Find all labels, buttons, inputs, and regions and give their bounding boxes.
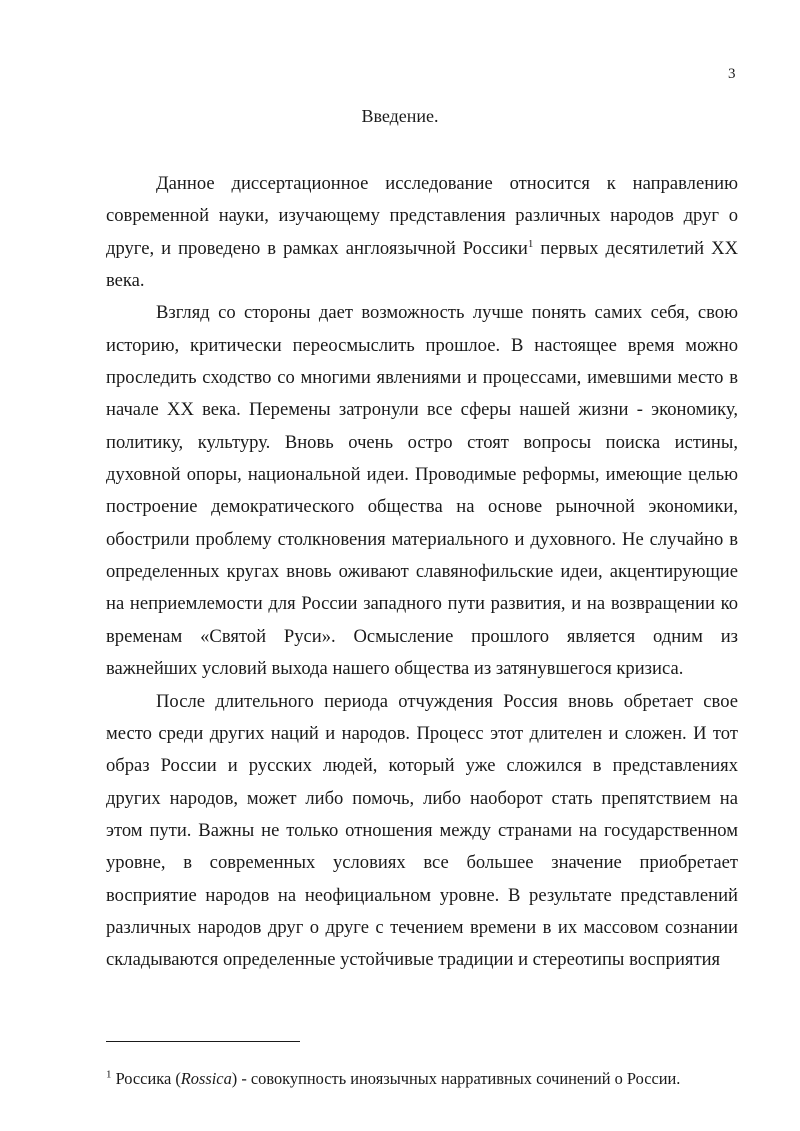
paragraph-2: Взгляд со стороны дает возможность лучше понять самих себя, свою историю, критически переосмыслить прошлое. В настоящее время можно проследить сходство со многими явлениями и процессами, имевшими место в начале XX века. Перемены затронули все сферы нашей жизни - экономику, политику, культуру. Вновь очень остро стоят вопросы поиска истины, духовной опоры, национальной идеи. Проводимые реформы, имеющие целью построение демократического общества на основе рыночной экономики, обострили проблему столкновения материального и духовного. Не случайно в определенных кругах вновь оживают славянофильские идеи, акцентирующие на неприемлемости для России западного пути развития, и на возвращении ко временам «Святой Руси». Осмысление прошлого является одним из важнейших условий выхода нашего общества из затянувшегося кризиса. <box>106 302 738 680</box>
body-text <box>106 168 738 977</box>
paragraph-1 <box>106 168 738 297</box>
paragraph-1-text: Данное диссертационное исследование относится к направлению современной науки, изучающему представления различных народов друг о друге, и проведено в рамках англоязычной Россики <box>106 173 738 259</box>
footnote-text-start: Россика ( <box>111 1069 181 1088</box>
footnote-reference: 1 <box>527 237 534 250</box>
page-number: 3 <box>728 66 736 82</box>
footnote-italic-term: Rossica <box>180 1069 232 1088</box>
paragraph-1-text-end: первых десятилетий XX века. <box>106 237 738 292</box>
section-title: Введение. <box>361 106 439 126</box>
footnote-separator <box>106 1041 300 1042</box>
footnote <box>106 1069 746 1089</box>
footnote-text-end: ) - совокупность иноязычных нарративных сочинений о России. <box>231 1069 681 1088</box>
paragraph-3: После длительного периода отчуждения Россия вновь обретает свое место среди других наций и народов. Процесс этот длителен и сложен. И тот образ России и русских людей, который уже сложился в представлениях других народов, может либо помочь, либо наоборот стать препятствием на этом пути. Важны не только отношения между странами на государственном уровне, в современных условиях все большее значение приобретает восприятие народов на неофициальном уровне. В результате представлений различных народов друг о друге с течением времени в их массовом сознании складываются определенные устойчивые традиции и стереотипы восприятия <box>106 690 738 971</box>
footnote-marker: 1 <box>106 1068 112 1081</box>
